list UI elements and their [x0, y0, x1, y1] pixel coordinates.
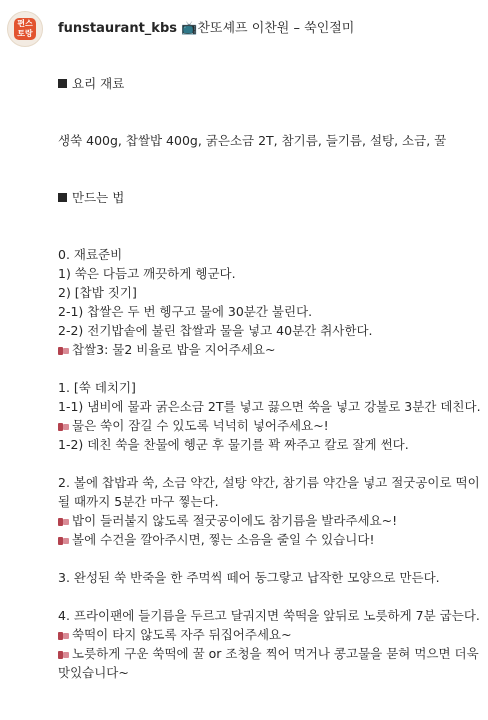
step-1-1: 1-1) 냄비에 물과 굵은소금 2T를 넣고 끓으면 쑥을 넣고 강불로 3분간 데친다. — [58, 399, 481, 414]
tip-2a: 밥이 들러붙지 않도록 절굿공이에도 참기름을 발라주세요~! — [58, 511, 483, 530]
step-1: 1. [쑥 데치기] — [58, 380, 136, 395]
tv-emoji: 📺 — [181, 21, 198, 36]
step-3: 3. 완성된 쑥 반죽을 한 주먹씩 떼어 동그랗고 납작한 모양으로 만든다. — [58, 570, 440, 585]
caption-title: 찬또셰프 이찬원 – 쑥인절미 — [197, 21, 355, 36]
username-link[interactable]: funstaurant_kbs — [58, 21, 177, 36]
caption-body — [58, 55, 483, 720]
tip-2b: 볼에 수건을 깔아주시면, 찧는 소음을 줄일 수 있습니다! — [58, 530, 483, 549]
tip-4b: 노릇하게 구운 쑥떡에 꿀 or 조청을 찍어 먹거나 콩고물을 묻혀 먹으면 더욱 맛있습니다~ — [58, 646, 483, 680]
method-heading: 만드는 법 — [58, 188, 483, 207]
step-4: 4. 프라이팬에 들기름을 두르고 달궈지면 쑥떡을 앞뒤로 노릇하게 7분 굽는다. — [58, 608, 480, 623]
ingredients-list: 생쑥 400g, 찹쌀밥 400g, 굵은소금 2T, 참기름, 들기름, 설탕, 소금, 꿀 — [58, 133, 447, 148]
pin-icon — [58, 517, 69, 526]
ingredients-heading: 요리 재료 — [58, 74, 483, 93]
step-0-2-2: 2-2) 전기밥솥에 불린 찹쌀과 물을 넣고 40분간 취사한다. — [58, 323, 373, 338]
brand-logo: 편스 토랑 — [14, 18, 36, 40]
tip-0: 찹쌀3: 물2 비율로 밥을 지어주세요~ — [58, 340, 483, 359]
step-0-1: 1) 쑥은 다듬고 깨끗하게 헹군다. — [58, 266, 236, 281]
step-2: 2. 볼에 찹밥과 쑥, 소금 약간, 설탕 약간, 참기름 약간을 넣고 절굿공이로 떡이 될 때까지 5분간 마구 찧는다. — [58, 475, 484, 509]
post-header — [58, 17, 354, 36]
tip-1: 물은 쑥이 잠길 수 있도록 넉넉히 넣어주세요~! — [58, 416, 483, 435]
pin-icon — [58, 536, 69, 545]
pin-icon — [58, 346, 69, 355]
step-0-2-1: 2-1) 찹쌀은 두 번 헹구고 물에 30분간 불린다. — [58, 304, 313, 319]
pin-icon — [58, 422, 69, 431]
pin-icon — [58, 650, 69, 659]
square-icon — [58, 79, 67, 88]
tip-4a: 쑥떡이 타지 않도록 자주 뒤집어주세요~ — [58, 625, 483, 644]
avatar[interactable] — [7, 11, 43, 47]
pin-icon — [58, 631, 69, 640]
step-0-2: 2) [찹밥 짓기] — [58, 285, 137, 300]
step-1-2: 1-2) 데친 쑥을 찬물에 헹군 후 물기를 꽉 짜주고 칼로 잘게 썬다. — [58, 437, 409, 452]
step-0: 0. 재료준비 — [58, 247, 123, 262]
square-icon — [58, 193, 67, 202]
